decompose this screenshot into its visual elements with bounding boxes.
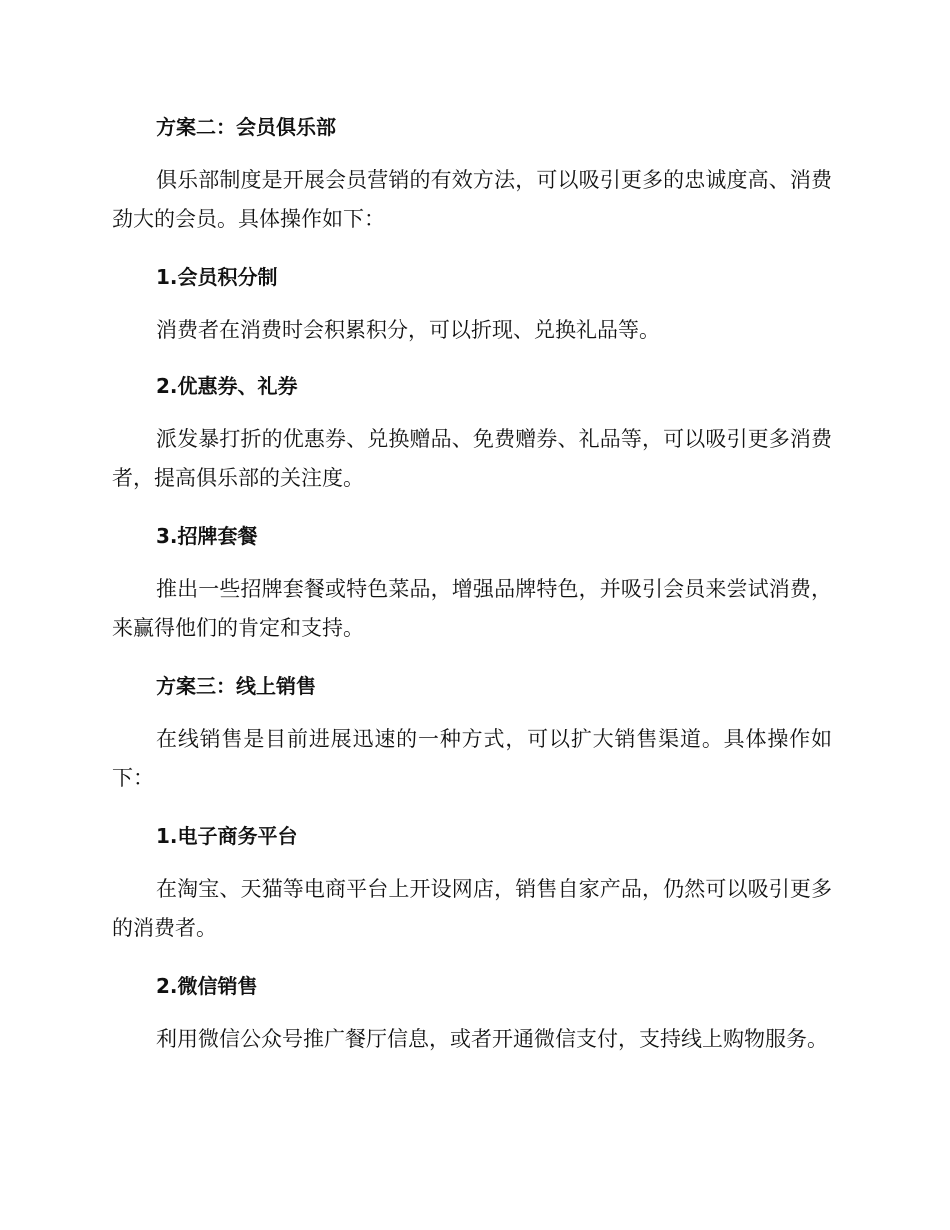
- subheading-points-system: 1.会员积分制: [156, 265, 278, 289]
- body-paragraph: 派发暴打折的优惠券、兑换赠品、免费赠券、礼品等，可以吸引更多消费者，提高俱乐部的关注度。: [112, 427, 832, 490]
- body-paragraph: 利用微信公众号推广餐厅信息，或者开通微信支付，支持线上购物服务。: [156, 1027, 828, 1051]
- section-heading-plan-three: 方案三：线上销售: [156, 674, 316, 698]
- body-paragraph: 消费者在消费时会积累积分，可以折现、兑换礼品等。: [156, 318, 660, 342]
- subheading-signature-set-meals: 3.招牌套餐: [156, 524, 258, 548]
- body-paragraph: 俱乐部制度是开展会员营销的有效方法，可以吸引更多的忠诚度高、消费劲大的会员。具体操作如下：: [112, 168, 832, 231]
- subheading-wechat-sales: 2.微信销售: [156, 974, 258, 998]
- body-paragraph: 推出一些招牌套餐或特色菜品，增强品牌特色，并吸引会员来尝试消费，来赢得他们的肯定和支持。: [112, 577, 832, 640]
- subheading-coupons: 2.优惠券、礼券: [156, 374, 298, 398]
- body-paragraph: 在线销售是目前进展迅速的一种方式，可以扩大销售渠道。具体操作如下：: [112, 727, 832, 790]
- section-heading-plan-two: 方案二：会员俱乐部: [156, 115, 336, 139]
- subheading-ecommerce-platform: 1.电子商务平台: [156, 824, 298, 848]
- body-paragraph: 在淘宝、天猫等电商平台上开设网店，销售自家产品，仍然可以吸引更多的消费者。: [112, 877, 832, 940]
- document-body: [112, 107, 832, 1077]
